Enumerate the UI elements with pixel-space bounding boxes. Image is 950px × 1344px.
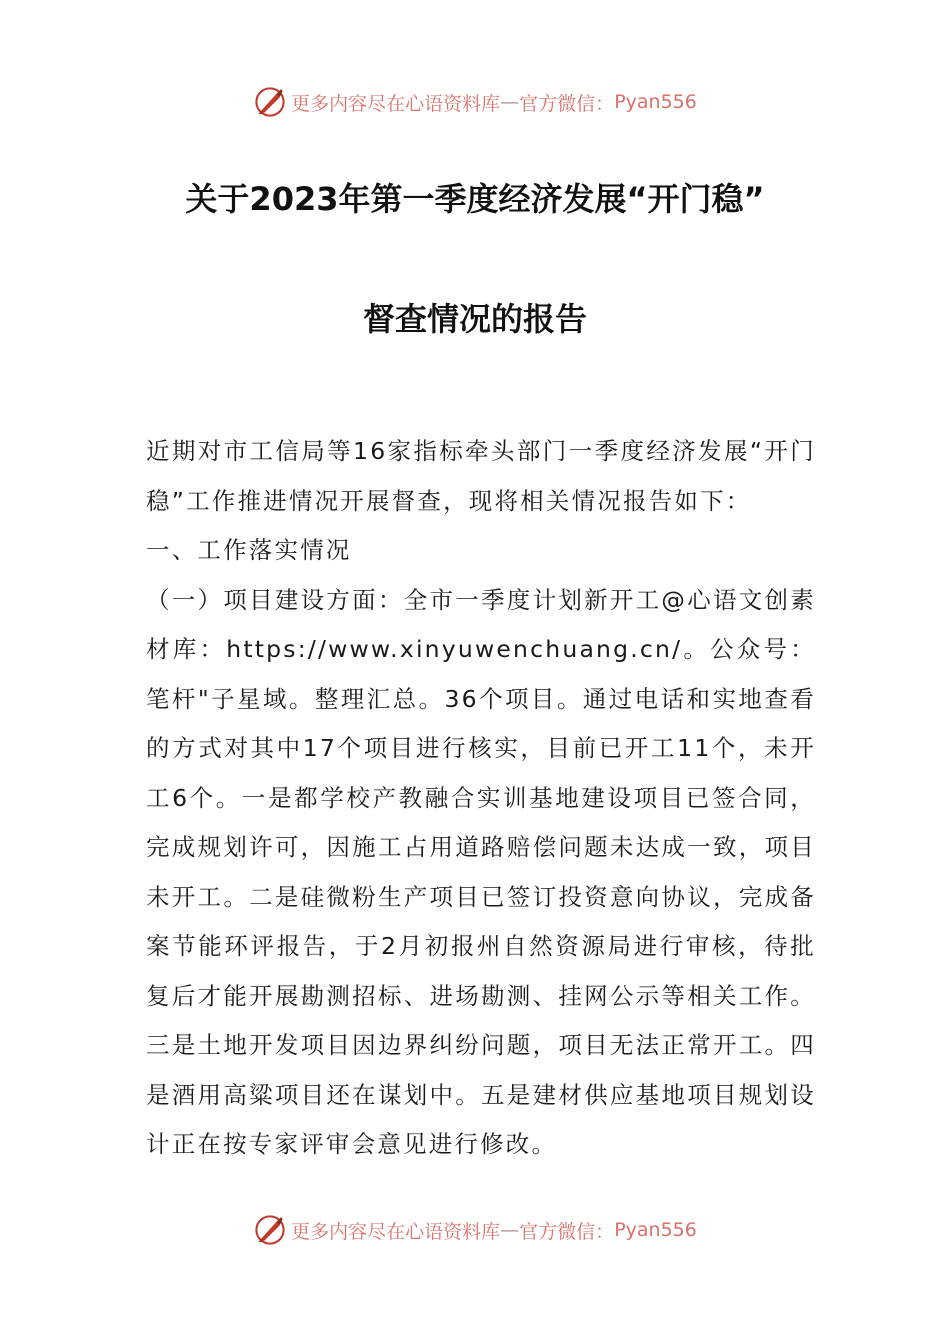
banner-separator: —: [500, 91, 520, 113]
document-title-line-1: 关于2023年第一季度经济发展“开门稳”: [185, 180, 765, 218]
footer-wechat-id: Pyan556: [614, 1219, 697, 1241]
document-title-line-2: 督查情况的报告: [362, 300, 587, 338]
pen-nib-logo-icon: [253, 85, 287, 119]
section-heading: 一、工作落实情况: [146, 536, 352, 564]
banner-wechat-id: Pyan556: [614, 91, 697, 113]
intro-paragraph: 近期对市工信局等16家指标牵头部门一季度经济发展“开门稳”工作推进情况开展督查，现将相关情况报告如下：: [146, 437, 816, 515]
header-watermark-banner: [0, 80, 950, 124]
banner-wechat-label: 官方微信：: [519, 92, 615, 115]
banner-main-text: 更多内容尽在心语资料库: [291, 92, 501, 115]
footer-wechat-label: 官方微信：: [519, 1220, 615, 1243]
footer-main-text: 更多内容尽在心语资料库: [291, 1220, 501, 1243]
footer-separator: —: [500, 1219, 520, 1241]
pen-nib-logo-icon: [253, 1213, 287, 1247]
project-paragraph: （一）项目建设方面：全市一季度计划新开工@心语文创素材库：https://www.xinyuwenchuang.cn/。公众号：笔杆"子星域。整理汇总。36个项目。通过电话和实地查看的方式对其中17个项目进行核实，目前已开工11个，未开工6个。一是都学校产教融合实训基地建设项目已签合同，完成规划许可，因施工占用道路赔偿问题未达成一致，项目未开工。二是硅微粉生产项目已签订投资意向协议，完成备案节能环评报告，于2月初报州自然资源局进行审核，待批复后才能开展勘测招标、进场勘测、挂网公示等相关工作。三是土地开发项目因边界纠纷问题，项目无法正常开工。四是酒用高粱项目还在谋划中。五是建材供应基地项目规划设计正在按专家评审会意见进行修改。: [146, 585, 816, 1158]
footer-watermark-banner: [0, 1208, 950, 1252]
document-body: [146, 427, 816, 1170]
